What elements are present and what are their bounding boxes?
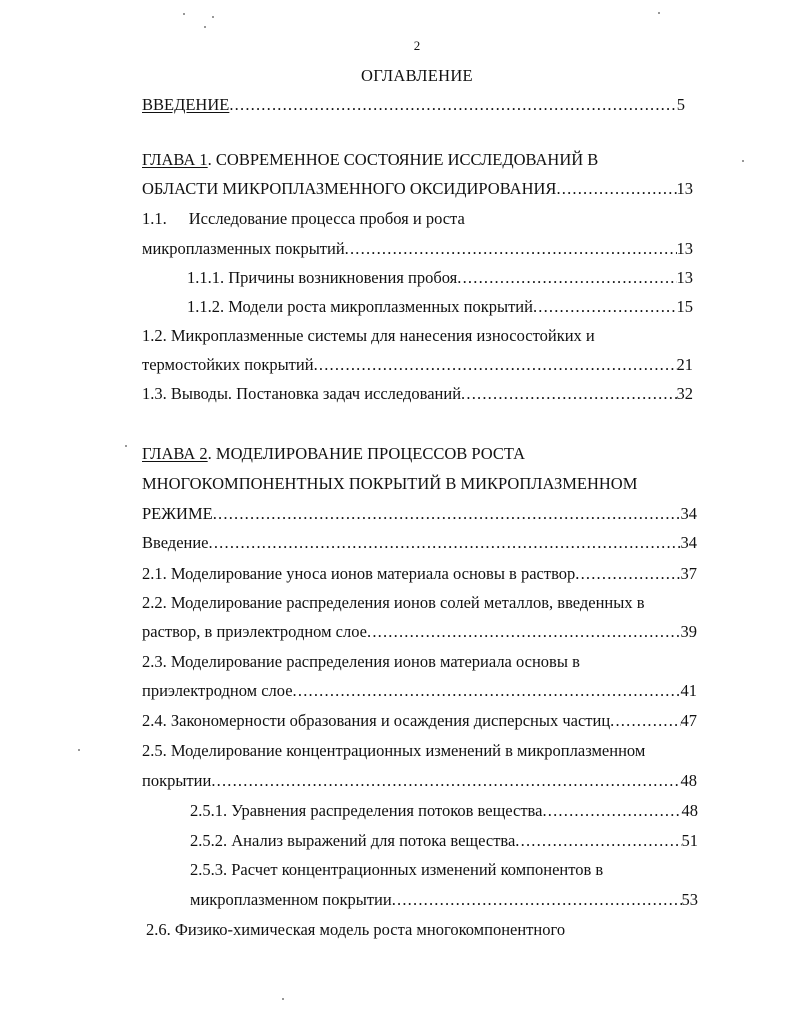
toc-page-number: 53 (681, 890, 698, 909)
toc-entry-2-2 (142, 622, 697, 642)
toc-page-number: 48 (681, 801, 698, 820)
toc-page-number: 34 (680, 533, 697, 552)
toc-entry-2-5-line1: 2.5. Моделирование концентрационных изменений в микроплазменном (142, 741, 646, 760)
dot-leader (533, 297, 677, 317)
chapter-1-label: ГЛАВА 1 (142, 150, 208, 169)
dot-leader (345, 239, 677, 259)
chapter-1-title-line2: ОБЛАСТИ МИКРОПЛАЗМЕННОГО ОКСИДИРОВАНИЯ (142, 179, 557, 198)
section-title: 1.1.2. Модели роста микроплазменных покрытий (187, 297, 533, 316)
toc-page-number: 48 (680, 771, 697, 790)
dot-leader (515, 831, 681, 851)
toc-page-number: 5 (676, 95, 685, 114)
toc-entry-2-3 (142, 681, 697, 701)
chapter-2-label: ГЛАВА 2 (142, 444, 208, 463)
toc-entry-2-2-line1: 2.2. Моделирование распределения ионов солей металлов, введенных в (142, 593, 645, 612)
toc-page-number: 13 (676, 239, 693, 258)
scan-speck (204, 26, 206, 28)
scan-speck (125, 445, 127, 447)
toc-page-number: 15 (676, 297, 693, 316)
section-title: 2.4. Закономерности образования и осаждения дисперсных частиц (142, 711, 611, 730)
toc-entry-2-5-3 (190, 890, 698, 910)
dot-leader (610, 711, 680, 731)
chapter-2-title-line1 (142, 444, 525, 464)
section-number: 1.1. (142, 209, 167, 228)
section-title-line2: термостойких покрытий (142, 355, 314, 374)
toc-page-number: 51 (681, 831, 698, 850)
section-title-line2: микроплазменном покрытии (190, 890, 392, 909)
section-title-line2: микроплазменных покрытий (142, 239, 345, 258)
dot-leader (314, 355, 677, 375)
toc-page-number: 39 (680, 622, 697, 641)
toc-entry-1-1-2 (187, 297, 693, 317)
dot-leader (293, 681, 681, 701)
scan-speck (183, 13, 185, 15)
scan-speck (78, 749, 80, 751)
scan-speck (742, 160, 744, 162)
toc-page-number: 47 (680, 711, 697, 730)
toc-entry-1-2-line1: 1.2. Микроплазменные системы для нанесения износостойких и (142, 326, 595, 345)
toc-entry-intro-2 (142, 533, 697, 553)
toc-entry-title: ВВЕДЕНИЕ (142, 95, 230, 114)
section-title-line2: раствор, в приэлектродном слое (142, 622, 367, 641)
section-title: 2.1. Моделирование уноса ионов материала основы в раствор (142, 564, 576, 583)
toc-entry-2-6-line1: 2.6. Физико-химическая модель роста многокомпонентного (146, 920, 566, 939)
scan-speck (212, 16, 214, 18)
toc-entry-2-4 (142, 711, 697, 731)
toc-entry-2-5-3-line1: 2.5.3. Расчет концентрационных изменений компонентов в (190, 860, 604, 879)
toc-page-number: 41 (680, 681, 697, 700)
toc-page-number: 37 (680, 564, 697, 583)
toc-entry-1-1-1 (187, 268, 693, 288)
toc-entry-2-5 (142, 771, 697, 791)
toc-page-number: 21 (676, 355, 693, 374)
dot-leader (556, 179, 676, 199)
toc-heading: ОГЛАВЛЕНИЕ (361, 66, 473, 85)
section-title: Введение (142, 533, 209, 552)
section-title-line2: приэлектродном слое (142, 681, 293, 700)
scan-speck (658, 12, 660, 14)
section-title: 2.5.1. Уравнения распределения потоков вещества (190, 801, 543, 820)
dot-leader (457, 268, 676, 288)
toc-page-number: 34 (680, 504, 697, 523)
section-title: Исследование процесса пробоя и роста (188, 209, 465, 228)
scan-speck (282, 998, 284, 1000)
section-title: 1.1.1. Причины возникновения пробоя (187, 268, 458, 287)
section-title: 2.5.2. Анализ выражений для потока вещества (190, 831, 516, 850)
section-title: 1.3. Выводы. Постановка задач исследований (142, 384, 462, 403)
dot-leader (461, 384, 676, 404)
chapter-2-title-line3: РЕЖИМЕ (142, 504, 213, 523)
chapter-2-title: . МОДЕЛИРОВАНИЕ ПРОЦЕССОВ РОСТА (207, 444, 526, 463)
toc-entry-1-1-line1 (142, 209, 465, 229)
toc-entry-2-3-line1: 2.3. Моделирование распределения ионов материала основы в (142, 652, 580, 671)
dot-leader (367, 622, 681, 642)
dot-leader (213, 504, 681, 524)
chapter-2-title-line2: МНОГОКОМПОНЕНТНЫХ ПОКРЫТИЙ В МИКРОПЛАЗМЕННОМ (142, 474, 638, 493)
toc-entry-chapter-2 (142, 504, 697, 524)
toc-page-number: 13 (676, 179, 693, 198)
toc-entry-2-5-2 (190, 831, 698, 851)
toc-page-number: 32 (676, 384, 693, 403)
dot-leader (392, 890, 682, 910)
dot-leader (575, 564, 680, 584)
toc-entry-intro (142, 95, 685, 115)
dot-leader (542, 801, 681, 821)
chapter-1-title-line1 (142, 150, 598, 170)
dot-leader (229, 95, 676, 115)
toc-entry-1-1 (142, 239, 693, 259)
section-title-line2: покрытии (142, 771, 212, 790)
toc-entry-2-5-1 (190, 801, 698, 821)
toc-entry-chapter-1 (142, 179, 693, 199)
toc-entry-2-1 (142, 564, 697, 584)
toc-page-number: 13 (676, 268, 693, 287)
dot-leader (211, 771, 680, 791)
page-number: 2 (413, 38, 421, 53)
toc-entry-1-3 (142, 384, 693, 404)
dot-leader (209, 533, 681, 553)
chapter-1-title: . СОВРЕМЕННОЕ СОСТОЯНИЕ ИССЛЕДОВАНИЙ В (207, 150, 599, 169)
toc-entry-1-2 (142, 355, 693, 375)
